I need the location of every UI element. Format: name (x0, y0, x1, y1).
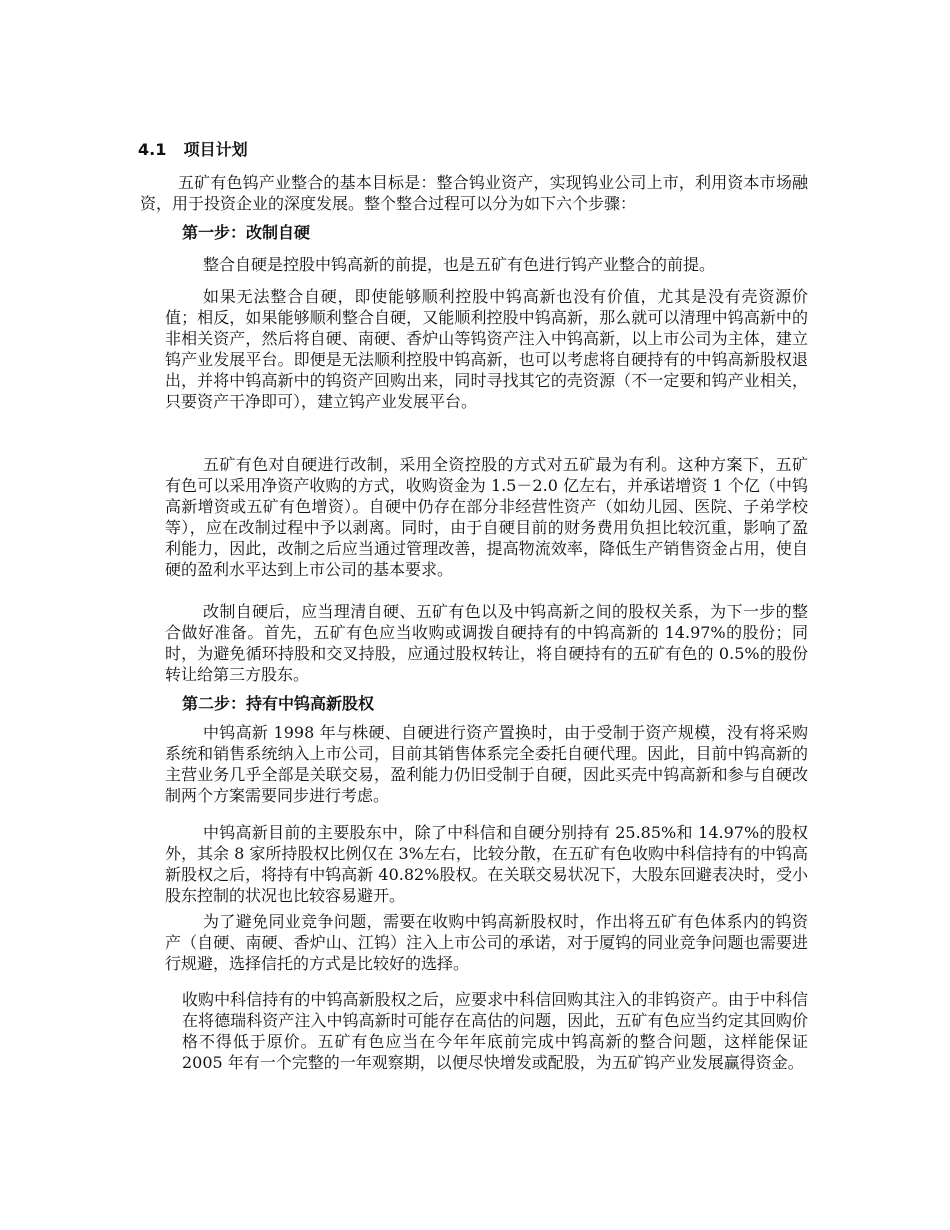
step-1-paragraph: 如果无法整合自硬，即使能够顺利控股中钨高新也没有价值，尤其是没有壳资源价值；相反，如果能够顺利整合自硬，又能顺利控股中钨高新，那么就可以清理中钨高新中的非相关资产，然后将自硬、南硬、香炉山等钨资产注入中钨高新，以上市公司为主体，建立钨产业发展平台。即便是无法顺利控股中钨高新，也可以考虑将自硬持有的中钨高新股权退出，并将中钨高新中的钨资产回购出来，同时寻找其它的壳资源（不一定要和钨产业相关，只要资产干净即可），建立钨产业发展平台。 (165, 287, 808, 411)
step-1-paragraph: 改制自硬后，应当理清自硬、五矿有色以及中钨高新之间的股权关系，为下一步的整合做好准备。首先，五矿有色应当收购或调拨自硬持有的中钨高新的 14.97%的股份；同时，为避免循环持股和交叉持股，应通过股权转让，将自硬持有的五矿有色的 0.5%的股份转让给第三方股东。 (165, 602, 808, 684)
section-title: 项目计划 (183, 140, 248, 159)
step-2-paragraph: 中钨高新目前的主要股东中，除了中科信和自硬分别持有 25.85%和 14.97%的股权外，其余 8 家所持股权比例仅在 3%左右，比较分散，在五矿有色收购中科信持有的中钨高新股权之后，将持有中钨高新 40.82%股权。在关联交易状况下，大股东回避表决时，受小股东控制的状况也比较容易避开。 (165, 823, 808, 905)
section-number: 4.1 (138, 140, 167, 159)
step-1-heading: 第一步：改制自硬 (182, 223, 311, 242)
section-heading (138, 138, 248, 162)
step-2-paragraph: 为了避免同业竞争问题，需要在收购中钨高新股权时，作出将五矿有色体系内的钨资产（自硬、南硬、香炉山、江钨）注入上市公司的承诺，对于厦钨的同业竞争问题也需要进行规避，选择信托的方式是比较好的选择。 (165, 912, 808, 973)
step-1-paragraph: 整合自硬是控股中钨高新的前提，也是五矿有色进行钨产业整合的前提。 (203, 255, 716, 274)
step-1-paragraph: 五矿有色对自硬进行改制，采用全资控股的方式对五矿最为有利。这种方案下，五矿有色可以采用净资产收购的方式，收购资金为 1.5－2.0 亿左右，并承诺增资 1 个亿（中钨高新增资或五矿有色增资）。自硬中仍存在部分非经营性资产（如幼儿园、医院、子弟学校等），应在改制过程中予以剥离。同时，由于自硬目前的财务费用负担比较沉重，影响了盈利能力，因此，改制之后应当通过管理改善，提高物流效率，降低生产销售资金占用，使自硬的盈利水平达到上市公司的基本要求。 (165, 455, 808, 579)
intro-paragraph: 五矿有色钨产业整合的基本目标是：整合钨业资产，实现钨业公司上市，利用资本市场融资，用于投资企业的深度发展。整个整合过程可以分为如下六个步骤： (140, 173, 808, 213)
step-2-paragraph: 收购中科信持有的中钨高新股权之后，应要求中科信回购其注入的非钨资产。由于中科信在将德瑞科资产注入中钨高新时可能存在高估的问题，因此，五矿有色应当约定其回购价格不得低于原价。五矿有色应当在今年年底前完成中钨高新的整合问题，这样能保证 2005 年有一个完整的一年观察期，以便尽快增发或配股，为五矿钨产业发展赢得资金。 (182, 990, 808, 1072)
step-2-paragraph: 中钨高新 1998 年与株硬、自硬进行资产置换时，由于受制于资产规模，没有将采购系统和销售系统纳入上市公司，目前其销售体系完全委托自硬代理。因此，目前中钨高新的主营业务几乎全部是关联交易，盈利能力仍旧受制于自硬，因此买壳中钨高新和参与自硬改制两个方案需要同步进行考虑。 (165, 723, 808, 805)
step-2-heading: 第二步：持有中钨高新股权 (182, 694, 375, 713)
